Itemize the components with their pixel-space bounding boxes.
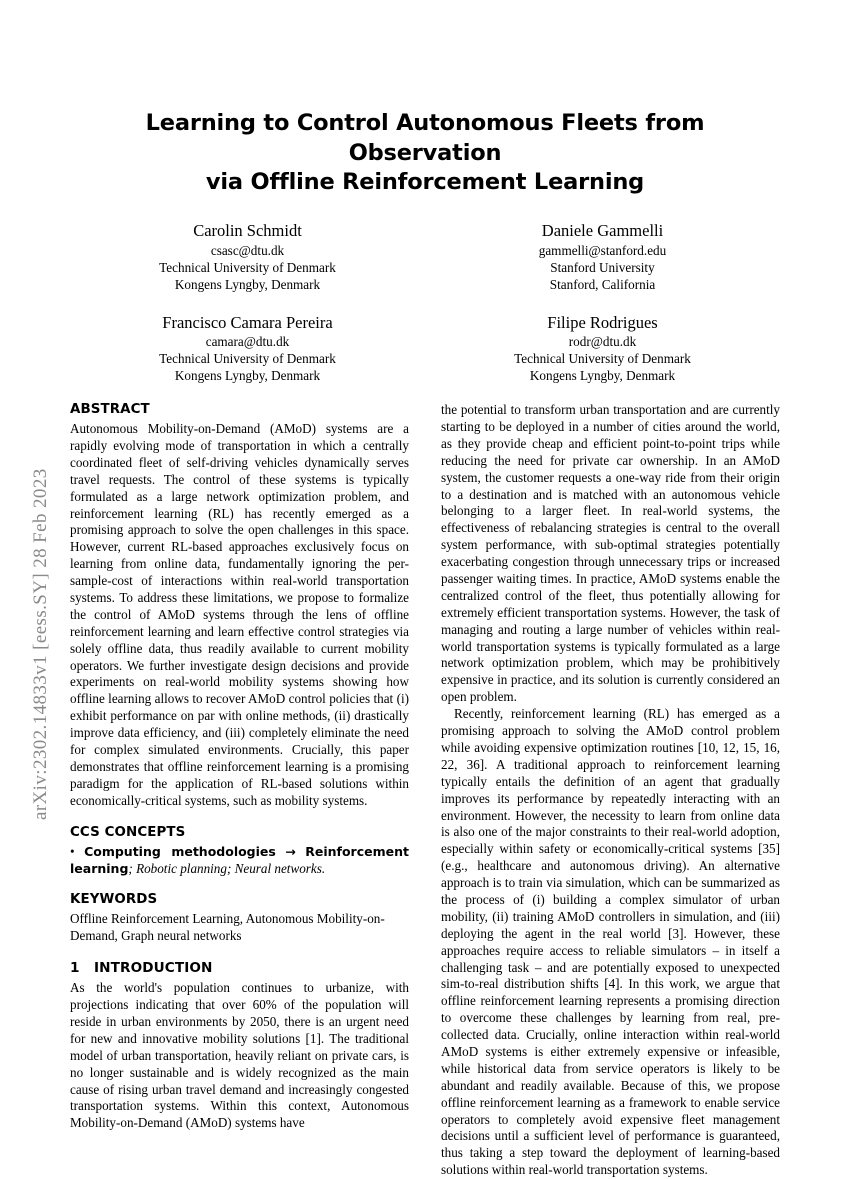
keywords-heading: KEYWORDS [70, 892, 158, 908]
author-email[interactable]: csasc@dtu.dk [210, 242, 285, 258]
author-entry [70, 220, 425, 293]
ccs-term-secondary: Reinforcement learning [70, 843, 409, 876]
ccs-concepts-heading: CCS CONCEPTS [70, 824, 186, 840]
section-title: INTRODUCTION [94, 960, 213, 977]
abstract-heading: ABSTRACT [70, 402, 150, 418]
author-name: Carolin Schmidt [193, 221, 302, 241]
arxiv-stamp: arXiv:2302.14833v1 [eess.SY] 28 Feb 2023 [30, 468, 51, 820]
abstract-body: Autonomous Mobility-on-Demand (AMoD) systems are a rapidly evolving mode of transportation in which a centrally coordinated fleet of self-driving vehicles dynamically serves travel requests. The control of these systems is typically formulated as a large network optimization problem, and reinforcement learning (RL) has recently emerged as a promising approach to solve the open challenges in this space. However, current RL-based approaches exclusively focus on learning from online data, fundamentally ignoring the per-sample-cost of interactions within real-world transportation systems. To address these limitations, we propose to formalize the control of AMoD systems through the lens of offline reinforcement learning and learn effective control strategies via solely offline data, thus readily available to current mobility operators. We further investigate design decisions and provide experiments on real-world mobility systems showing how offline learning allows to recover AMoD control policies that (i) exhibit performance on par with online methods, (ii) drastically improve data efficiency, and (iii) completely eliminate the need for complex simulated environments. Crucially, this paper demonstrates that offline reinforcement learning is a promising paradigm for the application of RL-based solutions within economically-critical systems, such as mobility systems. [70, 421, 409, 808]
ccs-bullet: • [70, 843, 75, 859]
author-location: Kongens Lyngby, Denmark [174, 276, 321, 292]
ccs-arrow-icon: → [285, 843, 296, 859]
keywords-body: Offline Reinforcement Learning, Autonomous Mobility-on-Demand, Graph neural networks [70, 911, 385, 944]
author-column-right [425, 220, 780, 384]
author-location: Stanford, California [549, 276, 656, 292]
left-column [70, 402, 409, 1179]
introduction-heading [70, 960, 409, 976]
ccs-concepts-body [70, 844, 409, 878]
author-entry [70, 312, 425, 385]
author-location: Kongens Lyngby, Denmark [174, 368, 321, 384]
paper-page [70, 0, 780, 1178]
spacer [70, 810, 409, 825]
ccs-term-tail: ; Robotic planning; Neural networks. [128, 860, 326, 876]
page-title [70, 0, 780, 198]
author-affiliation: Technical University of Denmark [514, 351, 691, 367]
author-list [70, 220, 780, 384]
author-location: Kongens Lyngby, Denmark [529, 368, 676, 384]
author-column-left [70, 220, 425, 384]
author-email[interactable]: rodr@dtu.dk [568, 334, 637, 350]
title-line-1: Learning to Control Autonomous Fleets from Observation [145, 110, 705, 166]
author-name: Francisco Camara Pereira [162, 312, 333, 332]
title-line-2: via Offline Reinforcement Learning [205, 169, 645, 196]
intro-paragraph-1: As the world's population continues to urbanize, with projections indicating that over 60% of the population will reside in urban environments by 2050, there is an urgent need for new and innovative mobility solutions [1]. The traditional model of urban transportation, heavily reliant on private cars, is no longer sustainable and is widely recognized as the main cause of rising urban travel demand and increasingly congested transportation systems. Within this context, Autonomous Mobility-on-Demand (AMoD) systems have [70, 980, 409, 1131]
author-entry [425, 220, 780, 293]
section-number: 1 [70, 960, 80, 977]
author-email[interactable]: camara@dtu.dk [205, 334, 290, 350]
author-name: Filipe Rodrigues [547, 312, 658, 332]
author-affiliation: Technical University of Denmark [159, 259, 336, 275]
right-column [441, 402, 780, 1179]
ccs-term-primary: Computing methodologies [84, 843, 276, 859]
spacer [70, 945, 409, 960]
spacer [70, 877, 409, 892]
author-affiliation: Technical University of Denmark [159, 351, 336, 367]
intro-paragraph-1-continued: the potential to transform urban transportation and are currently starting to be deployed in a number of cities around the world, as they provide cheap and efficient point-to-point trips while reducing the need for private car ownership. In an AMoD system, the customer requests a one-way ride from their origin to a destination and is matched with an autonomous vehicle belonging to a larger fleet. In real-world systems, the effectiveness of rebalancing strategies is central to the overall system performance, with sub-optimal strategies potentially exacerbating congestion through unnecessary trips or increased passenger waiting times. In practice, AMoD systems enable the centralized control of the fleet, thus potentially allowing for extremely efficient transportation systems. However, the task of managing and routing a large number of vehicles within real-world transportation systems is typically formulated as a large network optimization problem, which may be prohibitively expensive in practice, and its solution is currently considered an open problem. [441, 402, 780, 705]
author-affiliation: Stanford University [550, 259, 655, 275]
body-columns [70, 402, 780, 1179]
author-name: Daniele Gammelli [541, 221, 664, 241]
author-email[interactable]: gammelli@stanford.edu [538, 242, 667, 258]
intro-paragraph-2: Recently, reinforcement learning (RL) has emerged as a promising approach to solving the AMoD control problem while avoiding expensive optimization routines [10, 12, 15, 16, 22, 36]. A traditional approach to reinforcement learning typically entails the definition of an agent that gradually improves its performance by repeatedly interacting with an environment. However, the necessity to learn from online data is also one of the major constraints to their real-world adoption, especially within safety or economically-critical systems [35] (e.g., healthcare and autonomous driving). An alternative approach is to train via simulation, which can be summarized as the process of (i) building a complex simulator of urban mobility, (ii) training AMoD controllers in simulation, and (iii) deploying the agent in the real world [3]. However, these approaches require access to reliable simulators – in itself a challenging task – and are potentially exposed to unexpected sim-to-real distribution shifts [4]. In this work, we argue that offline reinforcement learning represents a promising direction to overcome these challenges by learning from real, pre-collected data. Crucially, online interaction within real-world AMoD systems is either extremely expensive or infeasible, while historical data from service operators is likely to be abundant and readily available. Because of this, we propose offline reinforcement learning as a framework to enable service operators to completely avoid expensive fleet management decisions until a sufficient level of performance is guaranteed, thus taking a step toward the deployment of learning-based solutions within real-world transportation systems. [441, 706, 780, 1178]
author-entry [425, 312, 780, 385]
